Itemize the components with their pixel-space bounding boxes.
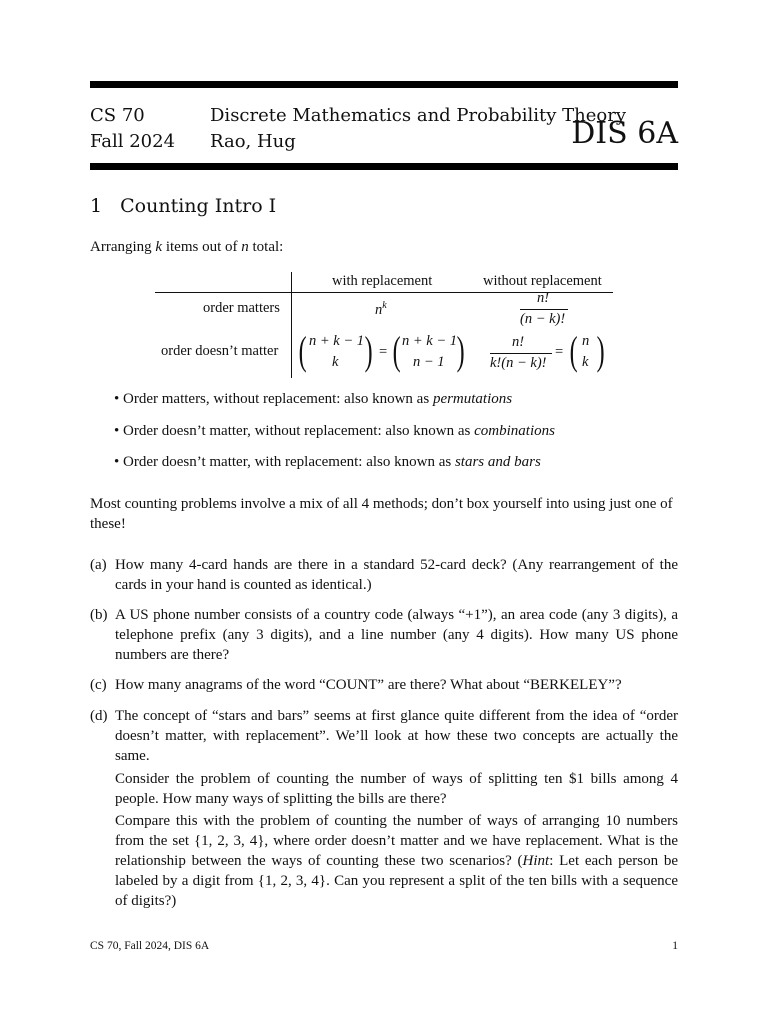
equals-sign-2: =	[555, 344, 564, 360]
perm-denominator: (n − k)!	[520, 311, 566, 327]
question-c-text: How many anagrams of the word “COUNT” are there? What about “BERKELEY”?	[115, 677, 622, 693]
course-term: Fall 2024	[90, 131, 176, 152]
comb-denominator: k!(n − k)!	[490, 355, 547, 371]
question-b-text: A US phone number consists of a country code (always “+1”), an area code (any 3 digits), a telephone prefix (any 3 digits), and a line number (any 4 digits). How many US phone numbers are there?	[115, 607, 678, 663]
summary-paragraph: Most counting problems involve a mix of all 4 methods; don’t box yourself into using just one of these!	[90, 496, 673, 532]
perm-fraction-bar	[520, 309, 568, 310]
header-top-rule	[90, 81, 678, 88]
question-d-label: (d)	[90, 708, 108, 724]
question-a-text: How many 4-card hands are there in a standard 52-card deck? (Any rearrangement of the cards in your hand is counted as identical.)	[115, 557, 678, 593]
course-code: CS 70	[90, 105, 145, 126]
question-c-label: (c)	[90, 677, 107, 693]
header-bottom-rule	[90, 163, 678, 170]
page-number: 1	[672, 940, 678, 952]
question-d-paragraph-3: Compare this with the problem of counting the number of ways of arranging 10 numbers from the set {1, 2, 3, 4}, where order doesn’t matter and we have replacement. What is the relationship between the ways of counting these two scenarios? (Hint: Let each person be labeled by a digit from {1, 2, 3, 4}. Can you represent a split of the ten bills with a sequence of digits?)	[115, 813, 679, 909]
col-header-with-replacement: with replacement	[332, 273, 433, 289]
section-title: Counting Intro I	[120, 195, 277, 217]
row-header-order-doesnt-matter: order doesn’t matter	[161, 343, 279, 359]
section-heading	[90, 195, 276, 217]
question-a-label: (a)	[90, 557, 107, 573]
left-paren: (	[392, 328, 401, 373]
sb2-bottom: n − 1	[413, 354, 445, 370]
right-paren: )	[456, 328, 465, 373]
left-paren: (	[298, 328, 307, 373]
bullet-item: • Order doesn’t matter, without replacement: also known as combinations	[114, 423, 555, 439]
section-number: 1	[90, 195, 103, 217]
bullet-item: • Order matters, without replacement: also known as permutations	[114, 391, 513, 407]
perm-numerator: n!	[537, 290, 550, 306]
left-paren: (	[569, 328, 578, 373]
sb1-bottom: k	[332, 354, 339, 370]
question-d-paragraph-2: Consider the problem of counting the number of ways of splitting ten $1 bills among 4 people. How many ways of splitting the bills are there?	[115, 771, 678, 807]
course-title: Discrete Mathematics and Probability Theory	[210, 105, 626, 126]
question-d-paragraph-1: The concept of “stars and bars” seems at first glance quite different from the idea of “order doesn’t matter, with replacement”. We’ll look at how these two concepts are actually the same.	[115, 708, 678, 764]
cell-n-to-the-k: $n^k$	[375, 300, 387, 318]
right-paren: )	[596, 328, 605, 373]
comb-bottom: k	[582, 354, 589, 370]
intro-line: Arranging k items out of n total:	[90, 239, 284, 255]
discussion-number: DIS 6A	[571, 116, 678, 151]
comb-fraction-bar	[490, 353, 552, 354]
bullet-item: • Order doesn’t matter, with replacement: also known as stars and bars	[114, 454, 541, 470]
footer-left: CS 70, Fall 2024, DIS 6A	[90, 940, 210, 952]
right-paren: )	[364, 328, 373, 373]
sb2-top: n + k − 1	[402, 333, 458, 349]
course-instructors: Rao, Hug	[210, 131, 296, 152]
comb-top: n	[582, 333, 590, 349]
row-header-order-matters: order matters	[203, 300, 280, 316]
table-vertical-rule	[291, 272, 292, 378]
comb-numerator: n!	[512, 334, 525, 350]
equals-sign-1: =	[379, 344, 388, 360]
col-header-without-replacement: without replacement	[483, 273, 602, 289]
question-b-label: (b)	[90, 607, 108, 623]
sb1-top: n + k − 1	[309, 333, 365, 349]
